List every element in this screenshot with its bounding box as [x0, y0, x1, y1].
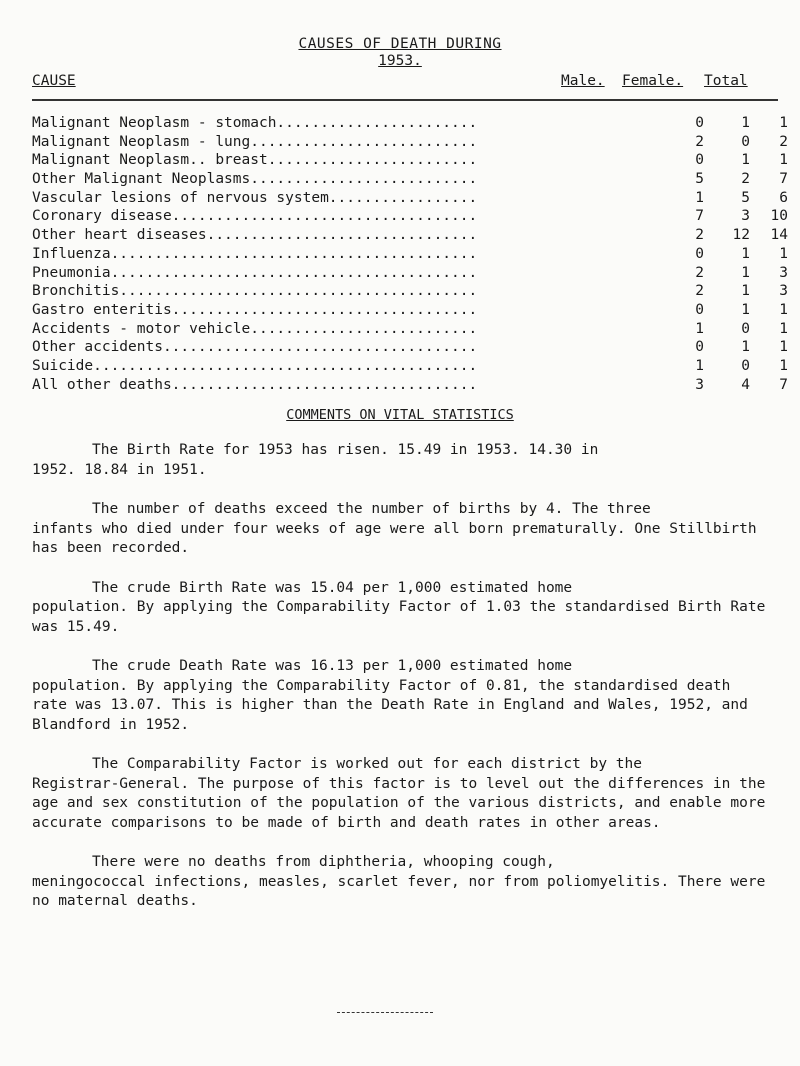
table-row [32, 114, 788, 133]
table-row [32, 245, 788, 264]
row-cause: Vascular lesions of nervous system................. [32, 189, 478, 206]
comment-paragraph [32, 755, 772, 833]
table-row [32, 189, 788, 208]
page-title [0, 36, 800, 70]
comments-title: COMMENTS ON VITAL STATISTICS [286, 407, 514, 423]
table-header [0, 73, 800, 93]
table-row [32, 133, 788, 152]
row-total: 1 [779, 245, 788, 262]
comment-paragraph [32, 853, 772, 912]
row-cause: Malignant Neoplasm - lung.......................... [32, 133, 478, 150]
row-cause: Other Malignant Neoplasms.......................... [32, 171, 478, 188]
header-rule [32, 99, 778, 101]
row-female: 1 [741, 245, 750, 262]
table-row [32, 338, 788, 357]
row-female: 1 [741, 283, 750, 300]
header-cause: CAUSE [32, 73, 76, 89]
row-total: 1 [779, 115, 788, 131]
row-cause: Pneumonia.......................................... [32, 264, 478, 281]
table-row [32, 301, 788, 320]
row-cause: Malignant Neoplasm.. breast........................ [32, 152, 478, 169]
row-cause: Influenza.......................................... [32, 245, 478, 262]
row-total: 1 [779, 152, 788, 169]
row-cause: Accidents - motor vehicle.......................... [32, 320, 478, 337]
paragraph-first-line: The Comparability Factor is worked out for each district by the [92, 756, 642, 772]
row-male: 7 [695, 208, 704, 225]
row-male: 0 [695, 339, 704, 356]
row-total: 2 [779, 133, 788, 150]
paragraph-first-line: The crude Birth Rate was 15.04 per 1,000 estimated home [92, 579, 573, 596]
row-total: 3 [779, 264, 788, 281]
row-female: 0 [741, 357, 750, 374]
row-female: 1 [741, 301, 750, 318]
row-total: 7 [779, 376, 788, 393]
row-female: 1 [741, 339, 750, 356]
row-cause: Other heart diseases............................... [32, 227, 478, 244]
table-row [32, 151, 788, 170]
paragraph-rest: population. By applying the Comparability Factor of 1.03 the standardised Birth Rate was 15.49. [32, 599, 766, 635]
row-female: 0 [741, 133, 750, 150]
row-male: 0 [695, 301, 704, 318]
paragraph-rest: population. By applying the Comparability Factor of 0.81, the standardised death rate was 13.07. This is higher than the Death Rate in England and Wales, 1952, and Blandford in 1952. [32, 677, 748, 733]
comment-paragraph [32, 657, 772, 735]
row-total: 3 [779, 283, 788, 300]
comments-body [32, 441, 772, 932]
row-cause: Bronchitis......................................... [32, 283, 478, 300]
paragraph-rest: 1952. 18.84 in 1951. [32, 461, 207, 478]
row-cause: Gastro enteritis................................... [32, 301, 478, 318]
table-row [32, 170, 788, 189]
row-female: 1 [741, 152, 750, 169]
row-total: 6 [779, 189, 788, 206]
row-male: 1 [695, 320, 704, 337]
row-female: 2 [741, 171, 750, 188]
paragraph-first-line: The Birth Rate for 1953 has risen. 15.49 in 1953. 14.30 in [92, 442, 599, 458]
row-male: 5 [695, 171, 704, 188]
row-female: 4 [741, 376, 750, 393]
row-cause: Other accidents.................................... [32, 339, 478, 356]
table-row [32, 226, 788, 245]
title-line-2: 1953. [378, 53, 422, 69]
header-total: Total [704, 73, 748, 89]
paragraph-rest: meningococcal infections, measles, scarlet fever, nor from poliomyelitis. There were no maternal deaths. [32, 873, 766, 909]
header-female: Female. [622, 73, 684, 89]
row-male: 0 [695, 245, 704, 262]
table-row [32, 320, 788, 339]
row-cause: Coronary disease................................... [32, 208, 478, 225]
table-row [32, 357, 788, 376]
row-female: 1 [741, 264, 750, 281]
table-row [32, 282, 788, 301]
table-row [32, 376, 788, 395]
row-female: 1 [741, 115, 750, 131]
row-cause: All other deaths................................... [32, 376, 478, 393]
row-male: 2 [695, 227, 704, 244]
paragraph-first-line: There were no deaths from diphtheria, whooping cough, [92, 854, 555, 870]
table-row [32, 264, 788, 283]
row-total: 1 [779, 301, 788, 318]
row-male: 2 [695, 264, 704, 281]
paragraph-first-line: The number of deaths exceed the number of births by 4. The three [92, 501, 651, 517]
table-row [32, 207, 788, 226]
row-total: 1 [779, 339, 788, 356]
paragraph-first-line: The crude Death Rate was 16.13 per 1,000 estimated home [92, 658, 573, 674]
paragraph-rest: Registrar-General. The purpose of this factor is to level out the differences in the age and sex constitution of the population of the various districts, and enable more accurate comparisons to be made of birth and death rates in other areas. [32, 775, 766, 831]
title-line-1: CAUSES OF DEATH DURING [298, 36, 502, 52]
row-male: 2 [695, 133, 704, 150]
row-cause: Suicide............................................ [32, 357, 478, 374]
paragraph-rest: infants who died under four weeks of age were all born prematurally. One Stillbirth has been recorded. [32, 520, 757, 556]
row-total: 1 [779, 320, 788, 337]
row-total: 10 [770, 208, 788, 225]
end-rule [337, 1012, 433, 1013]
row-male: 3 [695, 376, 704, 393]
row-male: 1 [695, 357, 704, 374]
row-male: 1 [695, 189, 704, 206]
row-female: 5 [741, 189, 750, 206]
comment-paragraph [32, 500, 772, 559]
row-male: 0 [695, 152, 704, 169]
row-female: 12 [732, 227, 750, 244]
comment-paragraph [32, 441, 772, 480]
row-male: 0 [695, 115, 704, 131]
row-male: 2 [695, 283, 704, 300]
row-cause: Malignant Neoplasm - stomach....................... [32, 115, 478, 131]
causes-table [32, 114, 788, 394]
row-total: 1 [779, 357, 788, 374]
header-male: Male. [561, 73, 605, 89]
row-female: 0 [741, 320, 750, 337]
comment-paragraph [32, 579, 772, 638]
row-female: 3 [741, 208, 750, 225]
row-total: 7 [779, 171, 788, 188]
row-total: 14 [770, 227, 788, 244]
